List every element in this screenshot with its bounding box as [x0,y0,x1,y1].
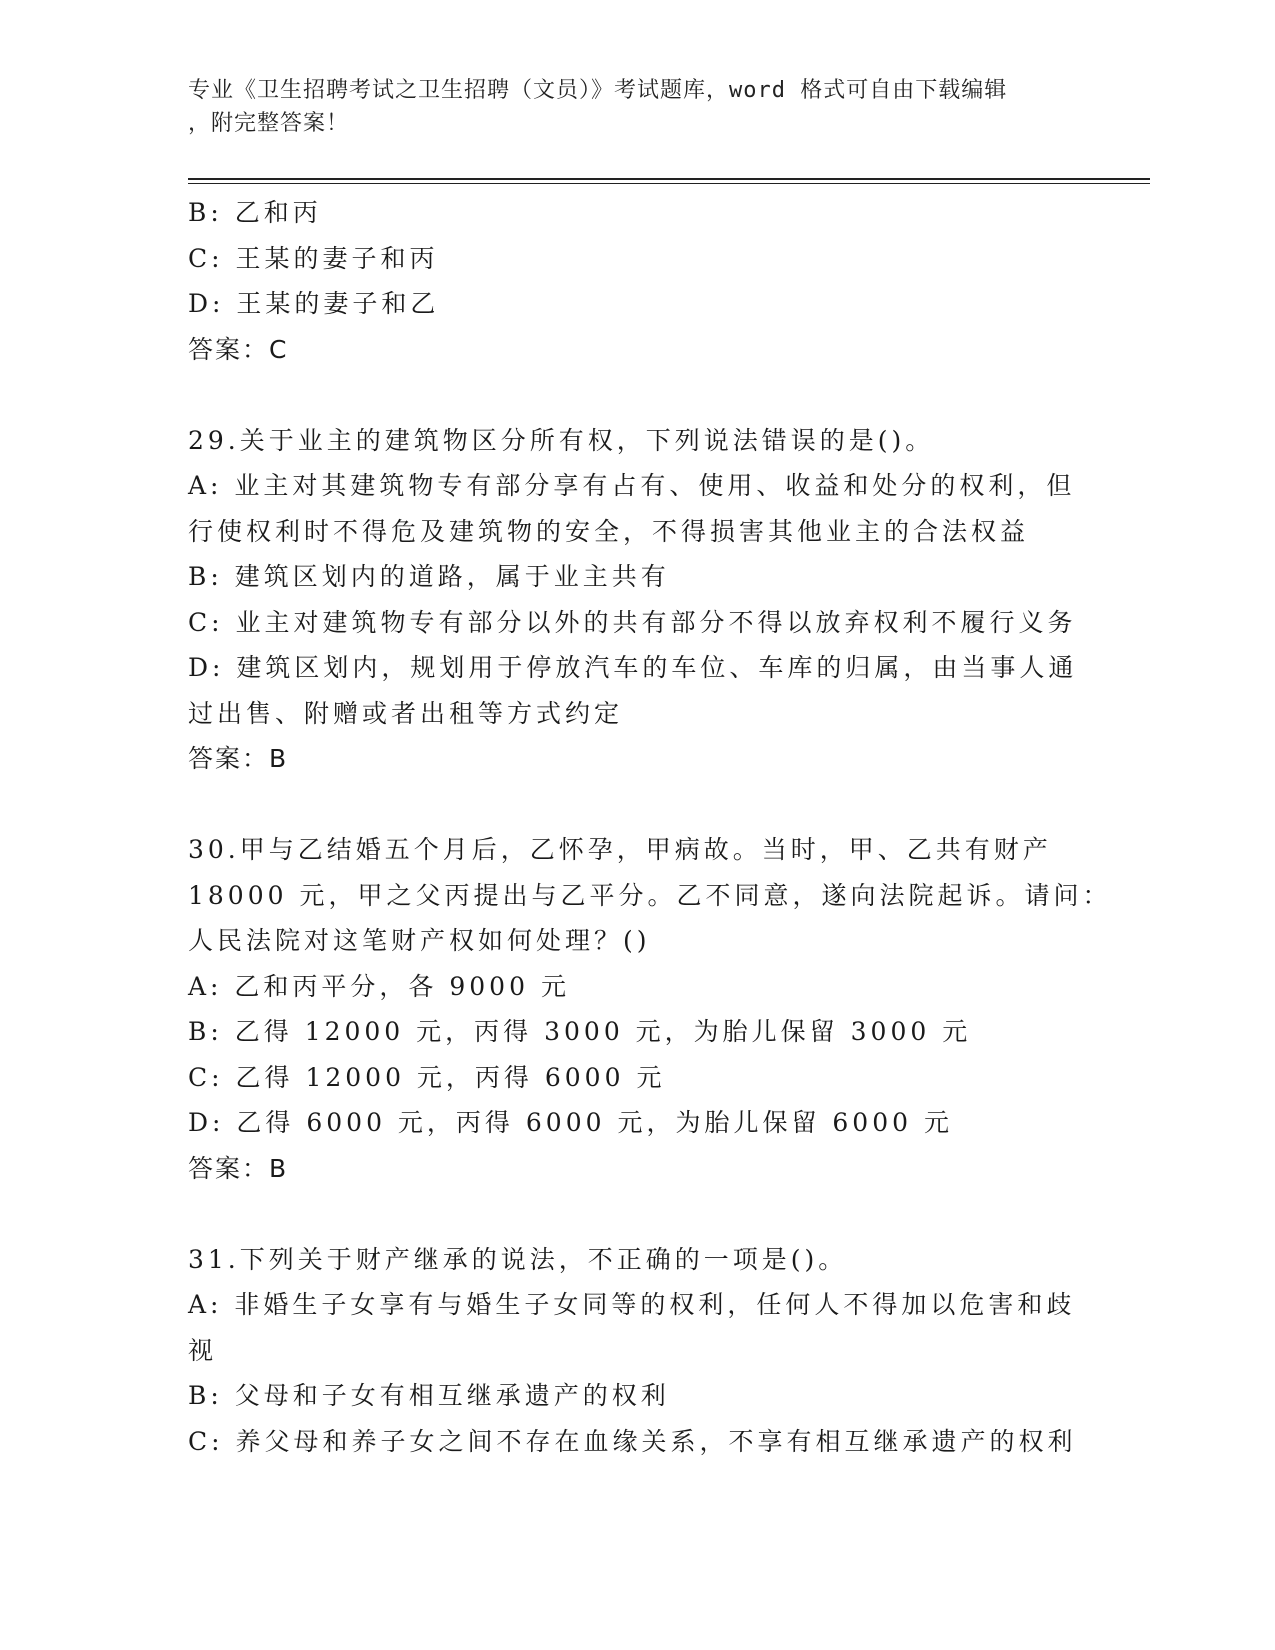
option-a: A: 乙和丙平分，各 9000 元 [188,971,570,1001]
question-28-continued [188,190,1068,372]
option-d-continued: 过出售、附赠或者出租等方式约定 [188,698,624,728]
question-stem-continued: 18000 元，甲之父丙提出与乙平分。乙不同意，遂向法院起诉。请问： [188,880,1112,910]
option-b: B: 父母和子女有相互继承遗产的权利 [188,1381,670,1410]
option-c: C: 养父母和养子女之间不存在血缘关系，不享有相互继承遗产的权利 [188,1426,1077,1456]
spacer [188,1191,1068,1237]
answer-line: 答案：C [188,334,289,364]
option-a: A: 业主对其建筑物专有部分享有占有、使用、收益和处分的权利，但 [188,471,1076,500]
header-line-1: 专业《卫生招聘考试之卫生招聘（文员）》考试题库，word 格式可自由下载编辑 [188,78,1008,103]
header-divider-thin [188,183,1150,184]
header-line-2: ，附完整答案！ [188,111,350,136]
question-stem-continued: 人民法院对这笔财产权如何处理？() [188,926,651,955]
option-c: C: 王某的妻子和丙 [188,243,439,273]
question-stem: 31.下列关于财产继承的说法，不正确的一项是()。 [188,1244,848,1274]
answer-line: 答案：B [188,1153,289,1183]
question-stem: 29.关于业主的建筑物区分所有权，下列说法错误的是()。 [188,425,935,455]
spacer [188,372,1068,418]
option-a-continued: 行使权利时不得危及建筑物的安全，不得损害其他业主的合法权益 [188,516,1030,546]
option-d: D: 王某的妻子和乙 [188,289,440,318]
answer-line: 答案：B [188,744,289,773]
option-a-continued: 视 [188,1335,218,1365]
option-d: D: 乙得 6000 元，丙得 6000 元，为胎儿保留 6000 元 [188,1108,953,1137]
question-29 [188,418,1078,782]
question-stem: 30.甲与乙结婚五个月后，乙怀孕，甲病故。当时，甲、乙共有财产 [188,835,1052,864]
spacer [188,782,1068,828]
option-d: D: 建筑区划内，规划用于停放汽车的车位、车库的归属，由当事人通 [188,653,1078,682]
question-31 [188,1237,1077,1465]
option-c: C: 乙得 12000 元，丙得 6000 元 [188,1062,666,1092]
document-body [188,190,1112,1464]
header-divider-thick [188,178,1150,180]
option-b: B: 乙得 12000 元，丙得 3000 元，为胎儿保留 3000 元 [188,1017,972,1046]
document-header [188,74,1068,140]
question-30 [188,827,1112,1191]
option-a: A: 非婚生子女享有与婚生子女同等的权利，任何人不得加以危害和歧 [188,1290,1076,1319]
option-b: B: 乙和丙 [188,198,322,227]
option-c: C: 业主对建筑物专有部分以外的共有部分不得以放弃权利不履行义务 [188,607,1077,637]
option-b: B: 建筑区划内的道路，属于业主共有 [188,562,670,591]
